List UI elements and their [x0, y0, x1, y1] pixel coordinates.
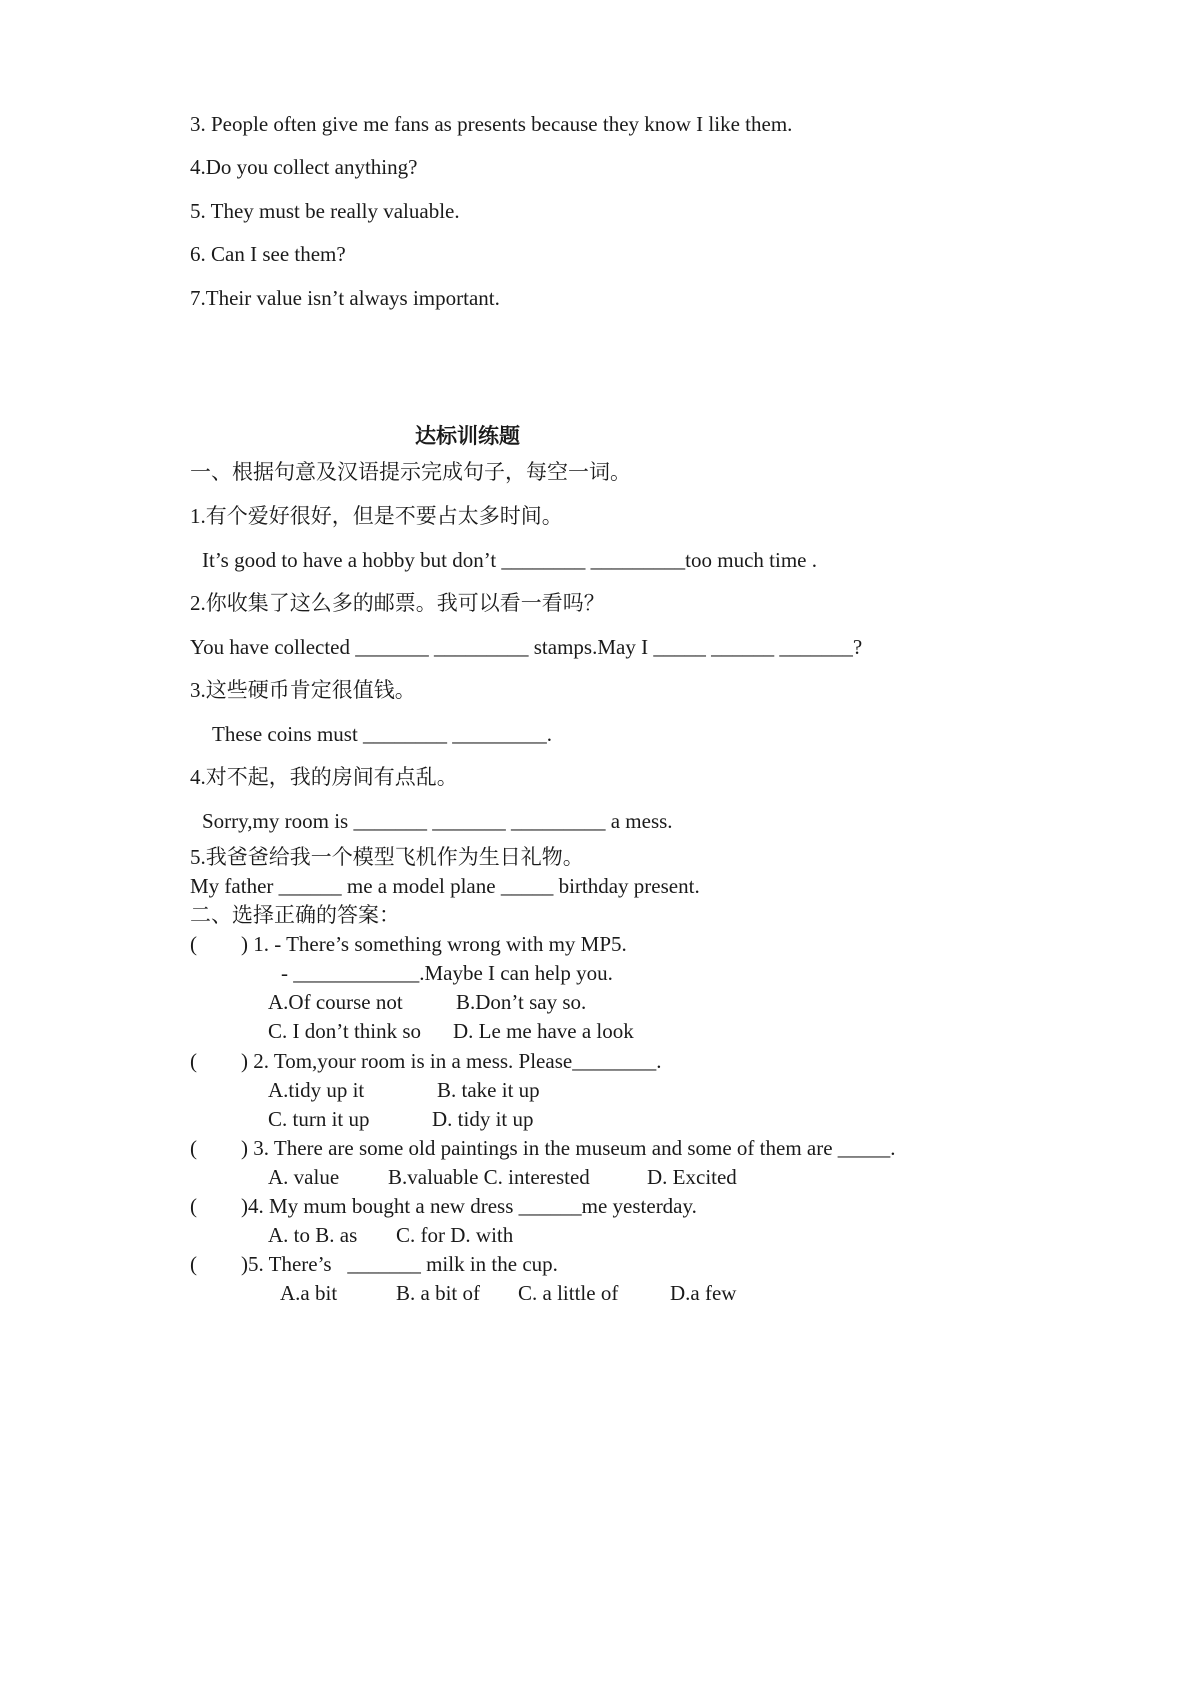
question-1-option-a: A.Of course not [268, 990, 403, 1014]
part-one-item-3-prompt: 3.这些硬币肯定很值钱。 [190, 678, 416, 702]
sentence-6: 6. Can I see them? [190, 242, 346, 266]
question-1-sub: - ____________.Maybe I can help you. [281, 961, 613, 985]
question-2-option-b: B. take it up [437, 1078, 540, 1102]
question-4-option-cd: C. for D. with [396, 1223, 514, 1247]
question-1-stem: ) 1. - There’s something wrong with my MP5. [241, 932, 627, 956]
question-4-stem: )4. My mum bought a new dress ______me yesterday. [241, 1194, 697, 1218]
question-3-option-d: D. Excited [647, 1165, 737, 1189]
question-5-stem: )5. There’s _______ milk in the cup. [241, 1252, 558, 1276]
sentence-4: 4.Do you collect anything? [190, 155, 418, 179]
part-one-item-4-prompt: 4.对不起，我的房间有点乱。 [190, 765, 458, 789]
question-5-option-d: D.a few [670, 1281, 737, 1305]
sentence-5: 5. They must be really valuable. [190, 199, 460, 223]
sentence-7: 7.Their value isn’t always important. [190, 286, 500, 310]
question-1-option-d: D. Le me have a look [453, 1019, 634, 1043]
question-5-option-a: A.a bit [280, 1281, 338, 1305]
question-3-stem: ) 3. There are some old paintings in the museum and some of them are _____. [241, 1136, 896, 1160]
part-one-item-5-prompt: 5.我爸爸给我一个模型飞机作为生日礼物。 [190, 845, 584, 869]
part-two-heading: 二、选择正确的答案： [190, 903, 400, 927]
question-5-option-b: B. a bit of [396, 1281, 480, 1305]
exercise-title: 达标训练题 [415, 424, 520, 448]
question-3-paren: ( [190, 1136, 197, 1160]
question-1-paren: ( [190, 932, 197, 956]
part-one-item-3-sentence: These coins must ________ _________. [212, 722, 553, 746]
part-one-heading: 一、根据句意及汉语提示完成句子，每空一词。 [190, 460, 631, 484]
part-one-item-5-sentence: My father ______ me a model plane _____ birthday present. [190, 874, 700, 898]
question-2-paren: ( [190, 1049, 197, 1073]
question-5-paren: ( [190, 1252, 197, 1276]
sentence-3: 3. People often give me fans as presents because they know I like them. [190, 112, 793, 136]
question-2-option-c: C. turn it up [268, 1107, 370, 1131]
question-1-option-c: C. I don’t think so [268, 1019, 422, 1043]
part-one-item-2-prompt: 2.你收集了这么多的邮票。我可以看一看吗？ [190, 591, 605, 615]
question-3-option-a: A. value [268, 1165, 340, 1189]
part-one-item-2-sentence: You have collected _______ _________ stamps.May I _____ ______ _______? [190, 635, 863, 659]
question-4-option-ab: A. to B. as [268, 1223, 358, 1247]
question-4-paren: ( [190, 1194, 197, 1218]
question-3-option-bc: B.valuable C. interested [388, 1165, 590, 1189]
question-2-option-d: D. tidy it up [432, 1107, 534, 1131]
question-1-option-b: B.Don’t say so. [456, 990, 587, 1014]
part-one-item-1-sentence: It’s good to have a hobby but don’t ________ _________too much time . [202, 548, 817, 572]
part-one-item-4-sentence: Sorry,my room is _______ _______ _________ a mess. [202, 809, 673, 833]
part-one-item-1-prompt: 1.有个爱好很好，但是不要占太多时间。 [190, 504, 563, 528]
question-2-stem: ) 2. Tom,your room is in a mess. Please________. [241, 1049, 662, 1073]
question-5-option-c: C. a little of [518, 1281, 619, 1305]
question-2-option-a: A.tidy up it [268, 1078, 365, 1102]
